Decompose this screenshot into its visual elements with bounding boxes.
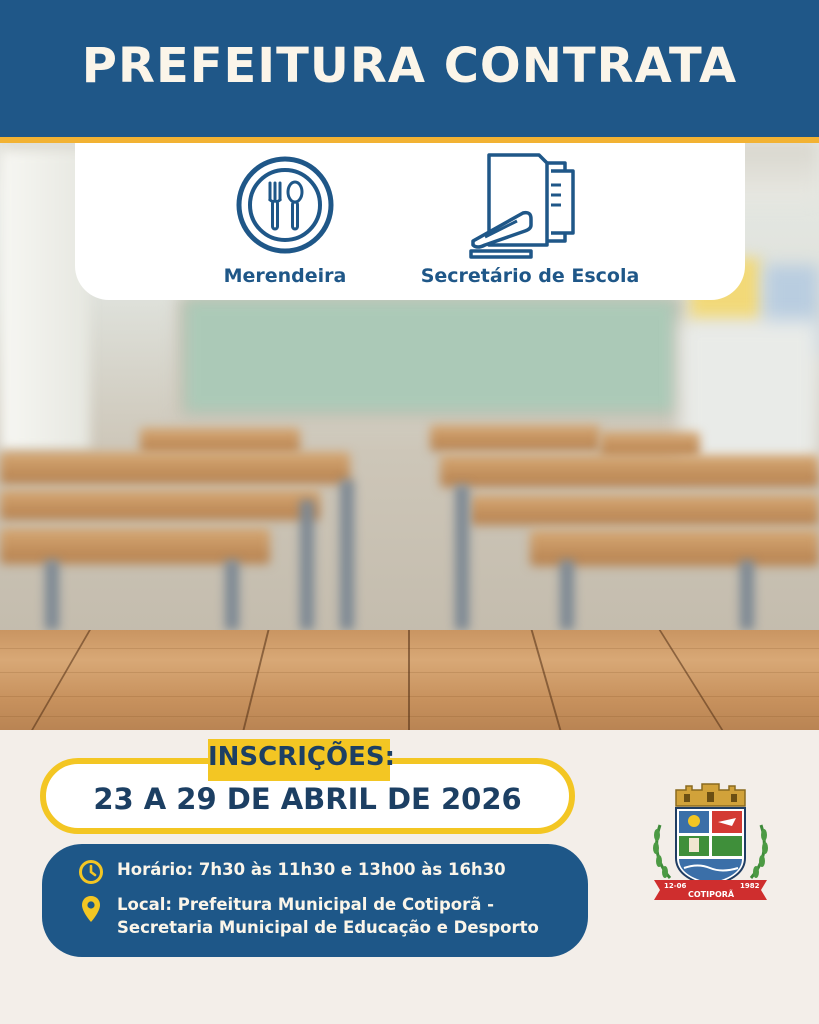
role-label: Secretário de Escola [420, 265, 640, 287]
location-text-line2: Secretaria Municipal de Educação e Desporto [117, 918, 539, 937]
hours-text: Horário: 7h30 às 11h30 e 13h00 às 16h30 [117, 860, 506, 879]
desk-leg [300, 500, 314, 630]
desk [140, 428, 300, 454]
plank-seam [31, 630, 91, 730]
desk [0, 528, 270, 564]
location-pin-icon [81, 895, 101, 923]
plank-seam [243, 630, 270, 730]
documents-stapler-icon [465, 153, 585, 263]
desk-leg [740, 560, 754, 630]
clock-icon [78, 859, 104, 885]
plank-seam [408, 630, 410, 730]
desk [470, 495, 819, 525]
location-text-line1: Local: Prefeitura Municipal de Cotiporã - [117, 895, 494, 914]
desk-leg [340, 480, 354, 630]
role-secretario [405, 143, 655, 300]
desk-leg [225, 560, 239, 630]
role-merendeira [195, 143, 375, 300]
registration-dates: 23 A 29 DE ABRIL DE 2026 [93, 782, 522, 816]
cutlery-plate-icon [235, 155, 335, 255]
desk-leg [455, 485, 469, 630]
desk-leg [45, 560, 59, 630]
header-banner [0, 0, 819, 137]
crest-year-right: 1982 [740, 882, 760, 890]
roles-card [75, 143, 745, 300]
wall-right [680, 320, 819, 470]
plank-seam [531, 630, 562, 730]
desk [0, 452, 350, 484]
registration-label: INSCRIÇÕES: [208, 742, 396, 772]
desk [0, 490, 320, 520]
crest-date-left: 12-06 [664, 882, 687, 890]
desk [430, 425, 600, 451]
chalkboard [185, 300, 675, 412]
wooden-tabletop [0, 630, 819, 730]
desk-leg [560, 560, 574, 630]
page-title: PREFEITURA CONTRATA [81, 38, 738, 94]
role-label: Merendeira [223, 265, 347, 287]
crest-name: COTIPORÃ [688, 890, 735, 899]
desk [440, 455, 819, 487]
plank-seam [659, 630, 723, 730]
